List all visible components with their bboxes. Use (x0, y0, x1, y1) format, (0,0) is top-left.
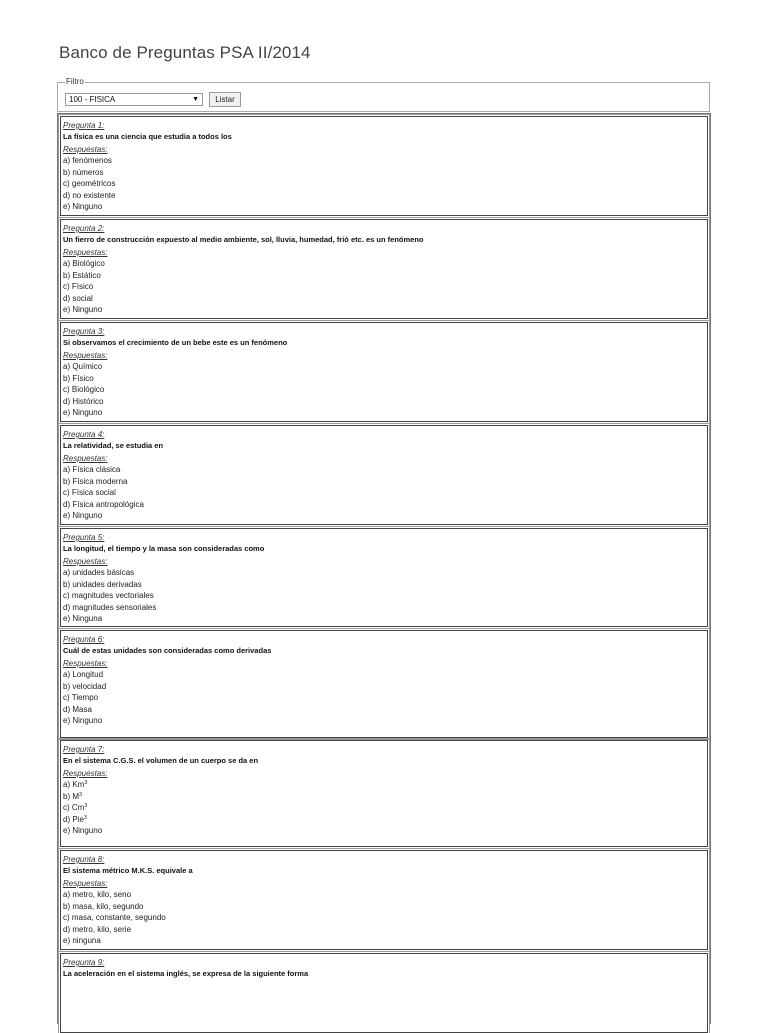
answer-option: b) masa, kilo, segundo (63, 901, 144, 911)
answer-option: c) Físico (63, 282, 94, 292)
question-item (60, 740, 708, 847)
question-item (60, 953, 708, 1033)
answer-option (63, 779, 707, 791)
answer-option: c) Física social (63, 488, 116, 498)
answer-option: a) metro, kilo, seno (63, 890, 132, 899)
answer-option: e) Ninguna (63, 614, 103, 624)
answer-list (63, 779, 707, 837)
answer-option: d) Física antropológica (63, 499, 144, 509)
answers-label: Respuestas: (63, 248, 108, 257)
answer-option: a) Física clásica (63, 465, 121, 474)
subject-select[interactable] (65, 93, 203, 106)
answer-list (63, 361, 707, 419)
answer-option: c) Tiempo (63, 693, 99, 703)
answer-option: e) Ninguno (63, 408, 103, 418)
question-item (60, 219, 708, 319)
question-label: Pregunta 5: (63, 533, 105, 542)
question-item (60, 425, 708, 525)
question-label: Pregunta 8: (63, 855, 105, 864)
answer-exponent: 3 (84, 780, 88, 786)
answer-option (63, 814, 707, 826)
answer-option: a) fenómenos (63, 156, 112, 165)
answer-list (63, 155, 707, 213)
answer-list (63, 889, 707, 947)
chevron-down-icon[interactable]: ▼ (192, 96, 199, 103)
answer-option: d) social (63, 293, 93, 303)
question-item (60, 850, 708, 950)
question-text: La relatividad, se estudia en (63, 441, 164, 450)
answer-option (63, 791, 707, 803)
question-text: Cuál de estas unidades son consideradas como derivadas (63, 646, 272, 655)
answer-option: b) Estático (63, 270, 101, 280)
answer-option: e) ninguna (63, 936, 101, 946)
answer-text: d) Pie (63, 814, 84, 824)
question-text: Si observamos el crecimiento de un bebe este es un fenómeno (63, 338, 288, 347)
answer-list (63, 567, 707, 625)
question-label: Pregunta 7: (63, 745, 105, 754)
page-title: Banco de Preguntas PSA II/2014 (59, 43, 311, 62)
question-text: Un fierro de construcción expuesto al medio ambiente, sol, lluvia, humedad, frió etc. es un fenómeno (63, 235, 424, 244)
question-item (60, 322, 708, 422)
answer-option: d) magnitudes sensoriales (63, 602, 157, 612)
question-item (60, 630, 708, 738)
answers-label: Respuestas: (63, 879, 108, 888)
answer-option: e) Ninguno (63, 202, 103, 212)
question-label: Pregunta 4: (63, 430, 105, 439)
answer-option: c) masa, constante, segundo (63, 913, 166, 923)
answer-exponent: 3 (83, 814, 87, 821)
answer-option: c) Biológico (63, 385, 105, 395)
question-text: En el sistema C.G.S. el volumen de un cuerpo se da en (63, 756, 259, 765)
answers-label: Respuestas: (63, 659, 108, 668)
answers-label: Respuestas: (63, 351, 108, 360)
answer-exponent: 3 (79, 791, 83, 798)
answer-text: a) Km (63, 780, 85, 789)
answer-exponent: 3 (84, 803, 88, 810)
answer-option: d) metro, kilo, serie (63, 924, 132, 934)
answer-option: e) Ninguno (63, 716, 103, 726)
answer-option: b) velocidad (63, 681, 107, 691)
answer-option: c) magnitudes vectoriales (63, 591, 154, 601)
answer-option: b) números (63, 167, 104, 177)
answer-option: e) Ninguno (63, 511, 103, 521)
filter-fieldset (57, 77, 710, 112)
answer-option: d) no existente (63, 190, 116, 200)
subject-select-value: 100 - FISICA (69, 95, 116, 104)
question-text: La longitud, el tiempo y la masa son consideradas como (63, 544, 265, 553)
answer-option (63, 825, 707, 837)
answer-text: b) M (63, 791, 79, 801)
question-item (60, 116, 708, 216)
answer-list (63, 464, 707, 522)
question-label: Pregunta 3: (63, 327, 105, 336)
answer-option: b) Físico (63, 373, 94, 383)
answer-option: a) Químico (63, 362, 103, 371)
question-label: Pregunta 6: (63, 635, 105, 644)
answer-list (63, 669, 707, 727)
answer-option: b) Física moderna (63, 476, 128, 486)
question-label: Pregunta 2: (63, 224, 105, 233)
answer-option: c) geométricos (63, 179, 116, 189)
answer-text: c) Cm (63, 803, 85, 813)
answer-option: a) Longitud (63, 670, 104, 679)
question-label: Pregunta 1: (63, 121, 105, 130)
answer-option: a) Biológico (63, 259, 105, 268)
answers-label: Respuestas: (63, 454, 108, 463)
question-item (60, 528, 708, 627)
answer-option (63, 802, 707, 814)
answer-option: d) Masa (63, 704, 92, 714)
question-text: La aceleración en el sistema inglés, se expresa de la siguiente forma (63, 969, 309, 978)
answer-option: b) unidades derivadas (63, 579, 142, 589)
answer-option: a) unidades básicas (63, 568, 135, 577)
question-label: Pregunta 9: (63, 958, 105, 967)
filter-legend: Filtro (66, 77, 84, 86)
answers-label: Respuestas: (63, 145, 108, 154)
answer-option: d) Histórico (63, 396, 104, 406)
answer-list (63, 258, 707, 316)
answers-label: Respuestas: (63, 769, 108, 778)
question-text: La física es una ciencia que estudia a todos los (63, 132, 232, 141)
answers-label: Respuestas: (63, 557, 108, 566)
answer-text: e) Ninguno (63, 826, 103, 836)
list-button[interactable]: Listar (209, 92, 241, 107)
answer-option: e) Ninguno (63, 305, 103, 315)
question-text: El sistema métrico M.K.S. equivale a (63, 866, 193, 875)
